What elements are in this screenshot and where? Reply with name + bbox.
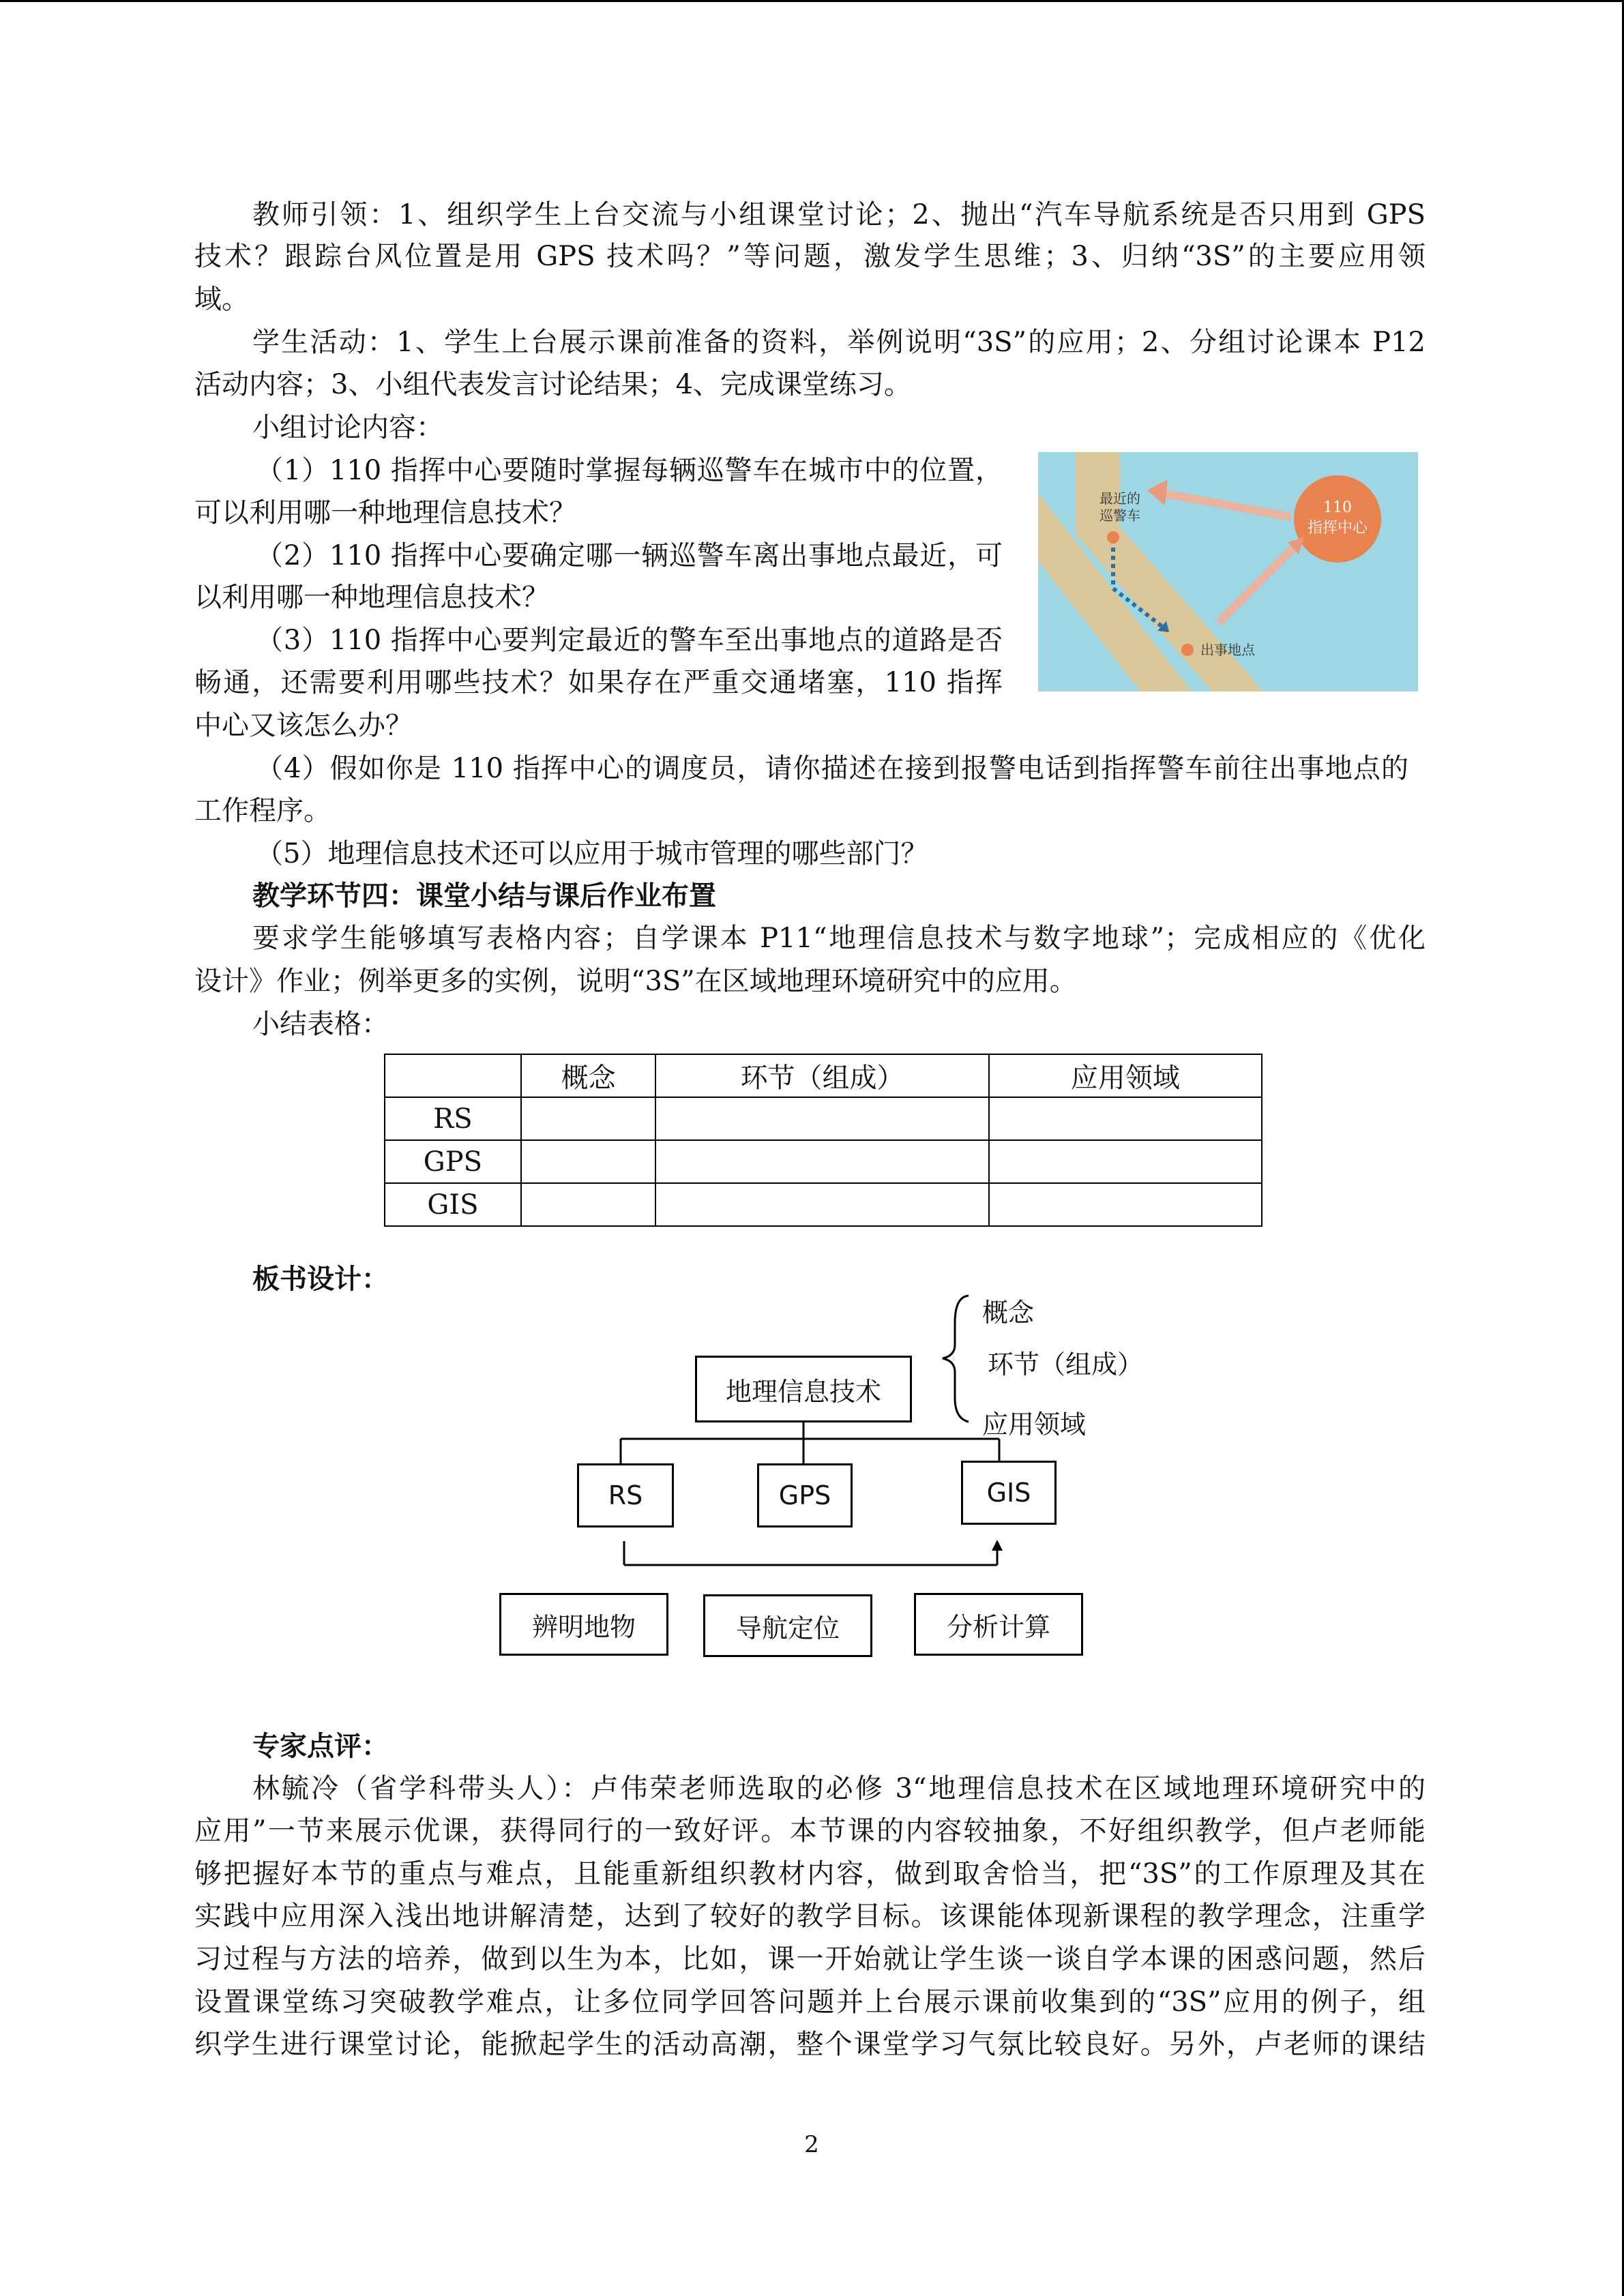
question-5: （5）地理信息技术还可以应用于城市管理的哪些部门？ — [256, 838, 928, 869]
requirement-line-2: 设计》作业；例举更多的实例，说明“3S”在区域地理环境研究中的应用。 — [194, 966, 1077, 997]
expert-review-heading: 专家点评： — [252, 1730, 389, 1762]
expert-review-line-7: 织学生进行课堂讨论，能掀起学生的活动高潮，整个课堂学习气氛比较良好。另外，卢老师的课结 — [194, 2029, 1426, 2060]
table-cell — [655, 1097, 988, 1140]
table-cell — [521, 1140, 656, 1183]
requirement-line-1: 要求学生能够填写表格内容；自学课本 P11“地理信息技术与数字地球”；完成相应的《优化 — [252, 923, 1426, 954]
question-2-line-2: 以利用哪一种地理信息技术？ — [194, 582, 549, 613]
expert-review-line-6: 设置课堂练习突破教学难点，让多位同学回答问题并上台展示课前收集到的“3S”应用的例子，组 — [194, 1986, 1426, 2018]
map-label-patrol-2: 巡警车 — [1099, 507, 1140, 524]
table-cell — [989, 1183, 1262, 1226]
question-4-line-1: （4）假如你是 110 指挥中心的调度员，请你描述在接到报警电话到指挥警车前往出事地点的 — [256, 753, 1408, 784]
expert-review-line-3: 够把握好本节的重点与难点，且能重新组织教材内容，做到取舍恰当，把“3S”的工作原理及其在 — [194, 1858, 1426, 1890]
board-design-diagram — [477, 1282, 1160, 1664]
map-label-patrol-1: 最近的 — [1099, 490, 1140, 507]
diagram-aspect-applications: 应用领域 — [982, 1410, 1087, 1440]
diagram-root-box: 地理信息技术 — [695, 1356, 912, 1422]
map-label-center-2: 指挥中心 — [1307, 520, 1368, 537]
table-cell — [989, 1140, 1262, 1183]
map-patrol-car-dot — [1107, 531, 1119, 543]
diagram-analyze-box: 分析计算 — [914, 1593, 1083, 1656]
table-cell: GPS — [385, 1140, 521, 1183]
paragraph-teacher-line-3: 域。 — [194, 284, 249, 315]
map-label-center-1: 110 — [1323, 499, 1352, 516]
map-label-incident: 出事地点 — [1200, 642, 1255, 658]
table-cell — [521, 1183, 656, 1226]
paragraph-teacher-line-2: 技术？跟踪台风位置是用 GPS 技术吗？”等问题，激发学生思维；3、归纳“3S”的主要应用领 — [194, 241, 1426, 272]
diagram-gis-box: GIS — [961, 1461, 1057, 1525]
summary-table — [384, 1054, 1263, 1227]
table-header-row — [385, 1054, 1262, 1097]
diagram-identify-box: 辨明地物 — [499, 1593, 668, 1656]
question-3-line-1: （3）110 指挥中心要判定最近的警车至出事地点的道路是否 — [256, 625, 1003, 656]
expert-review-line-5: 习过程与方法的培养，做到以生为本，比如，课一开始就让学生谈一谈自学本课的困惑问题，然后 — [194, 1943, 1426, 1975]
table-cell: RS — [385, 1097, 521, 1140]
diagram-navigate-box: 导航定位 — [703, 1594, 872, 1657]
diagram-rs-box: RS — [577, 1463, 674, 1527]
table-header-cell — [385, 1054, 521, 1097]
question-4-line-2: 工作程序。 — [194, 795, 331, 826]
question-3-line-3: 中心又该怎么办？ — [194, 710, 413, 741]
section-4-heading: 教学环节四：课堂小结与课后作业布置 — [252, 880, 716, 912]
table-header-cell: 环节（组成） — [655, 1054, 988, 1097]
diagram-gps-box: GPS — [757, 1463, 853, 1527]
diagram-aspect-concept: 概念 — [982, 1298, 1035, 1328]
table-row — [385, 1140, 1262, 1183]
paragraph-student-line-1: 学生活动：1、学生上台展示课前准备的资料，举例说明“3S”的应用；2、分组讨论课本 P12 — [252, 327, 1426, 358]
group-discussion-title: 小组讨论内容： — [252, 412, 443, 443]
question-2-line-1: （2）110 指挥中心要确定哪一辆巡警车离出事地点最近，可 — [256, 540, 1003, 571]
paragraph-student-line-2: 活动内容；3、小组代表发言讨论结果；4、完成课堂练习。 — [194, 369, 911, 400]
table-row — [385, 1097, 1262, 1140]
diagram-brace — [943, 1296, 969, 1422]
police-dispatch-map — [1038, 452, 1418, 691]
diagram-aspect-components: 环节（组成） — [988, 1350, 1144, 1380]
table-cell — [655, 1183, 988, 1226]
expert-review-line-2: 应用”一节来展示优课，获得同行的一致好评。本节课的内容较抽象，不好组织教学，但卢老师能 — [194, 1815, 1426, 1847]
question-3-line-2: 畅通，还需要利用哪些技术？如果存在严重交通堵塞，110 指挥 — [194, 667, 1003, 698]
expert-review-line-4: 实践中应用深入浅出地讲解清楚，达到了较好的教学目标。该课能体现新课程的教学理念，注重学 — [194, 1900, 1426, 1932]
expert-review-line-1: 林毓冷（省学科带头人）：卢伟荣老师选取的必修 3“地理信息技术在区域地理环境研究中的 — [252, 1773, 1426, 1804]
table-cell: GIS — [385, 1183, 521, 1226]
table-header-cell: 应用领域 — [989, 1054, 1262, 1097]
paragraph-teacher-line-1: 教师引领：1、组织学生上台交流与小组课堂讨论；2、抛出“汽车导航系统是否只用到 GPS — [252, 199, 1426, 230]
board-design-heading: 板书设计： — [252, 1263, 389, 1295]
summary-table-title: 小结表格： — [252, 1009, 389, 1040]
question-1-line-2: 可以利用哪一种地理信息技术？ — [194, 497, 576, 528]
page-top-border — [0, 0, 1624, 2]
diagram-up-arrowhead — [992, 1540, 1003, 1551]
page-number: 2 — [804, 2131, 819, 2158]
table-row — [385, 1183, 1262, 1226]
table-header-cell: 概念 — [521, 1054, 656, 1097]
question-1-line-1: （1）110 指挥中心要随时掌握每辆巡警车在城市中的位置， — [256, 455, 1003, 486]
map-incident-dot — [1181, 644, 1194, 656]
table-cell — [521, 1097, 656, 1140]
map-command-center-circle — [1294, 475, 1381, 563]
table-cell — [989, 1097, 1262, 1140]
table-cell — [655, 1140, 988, 1183]
